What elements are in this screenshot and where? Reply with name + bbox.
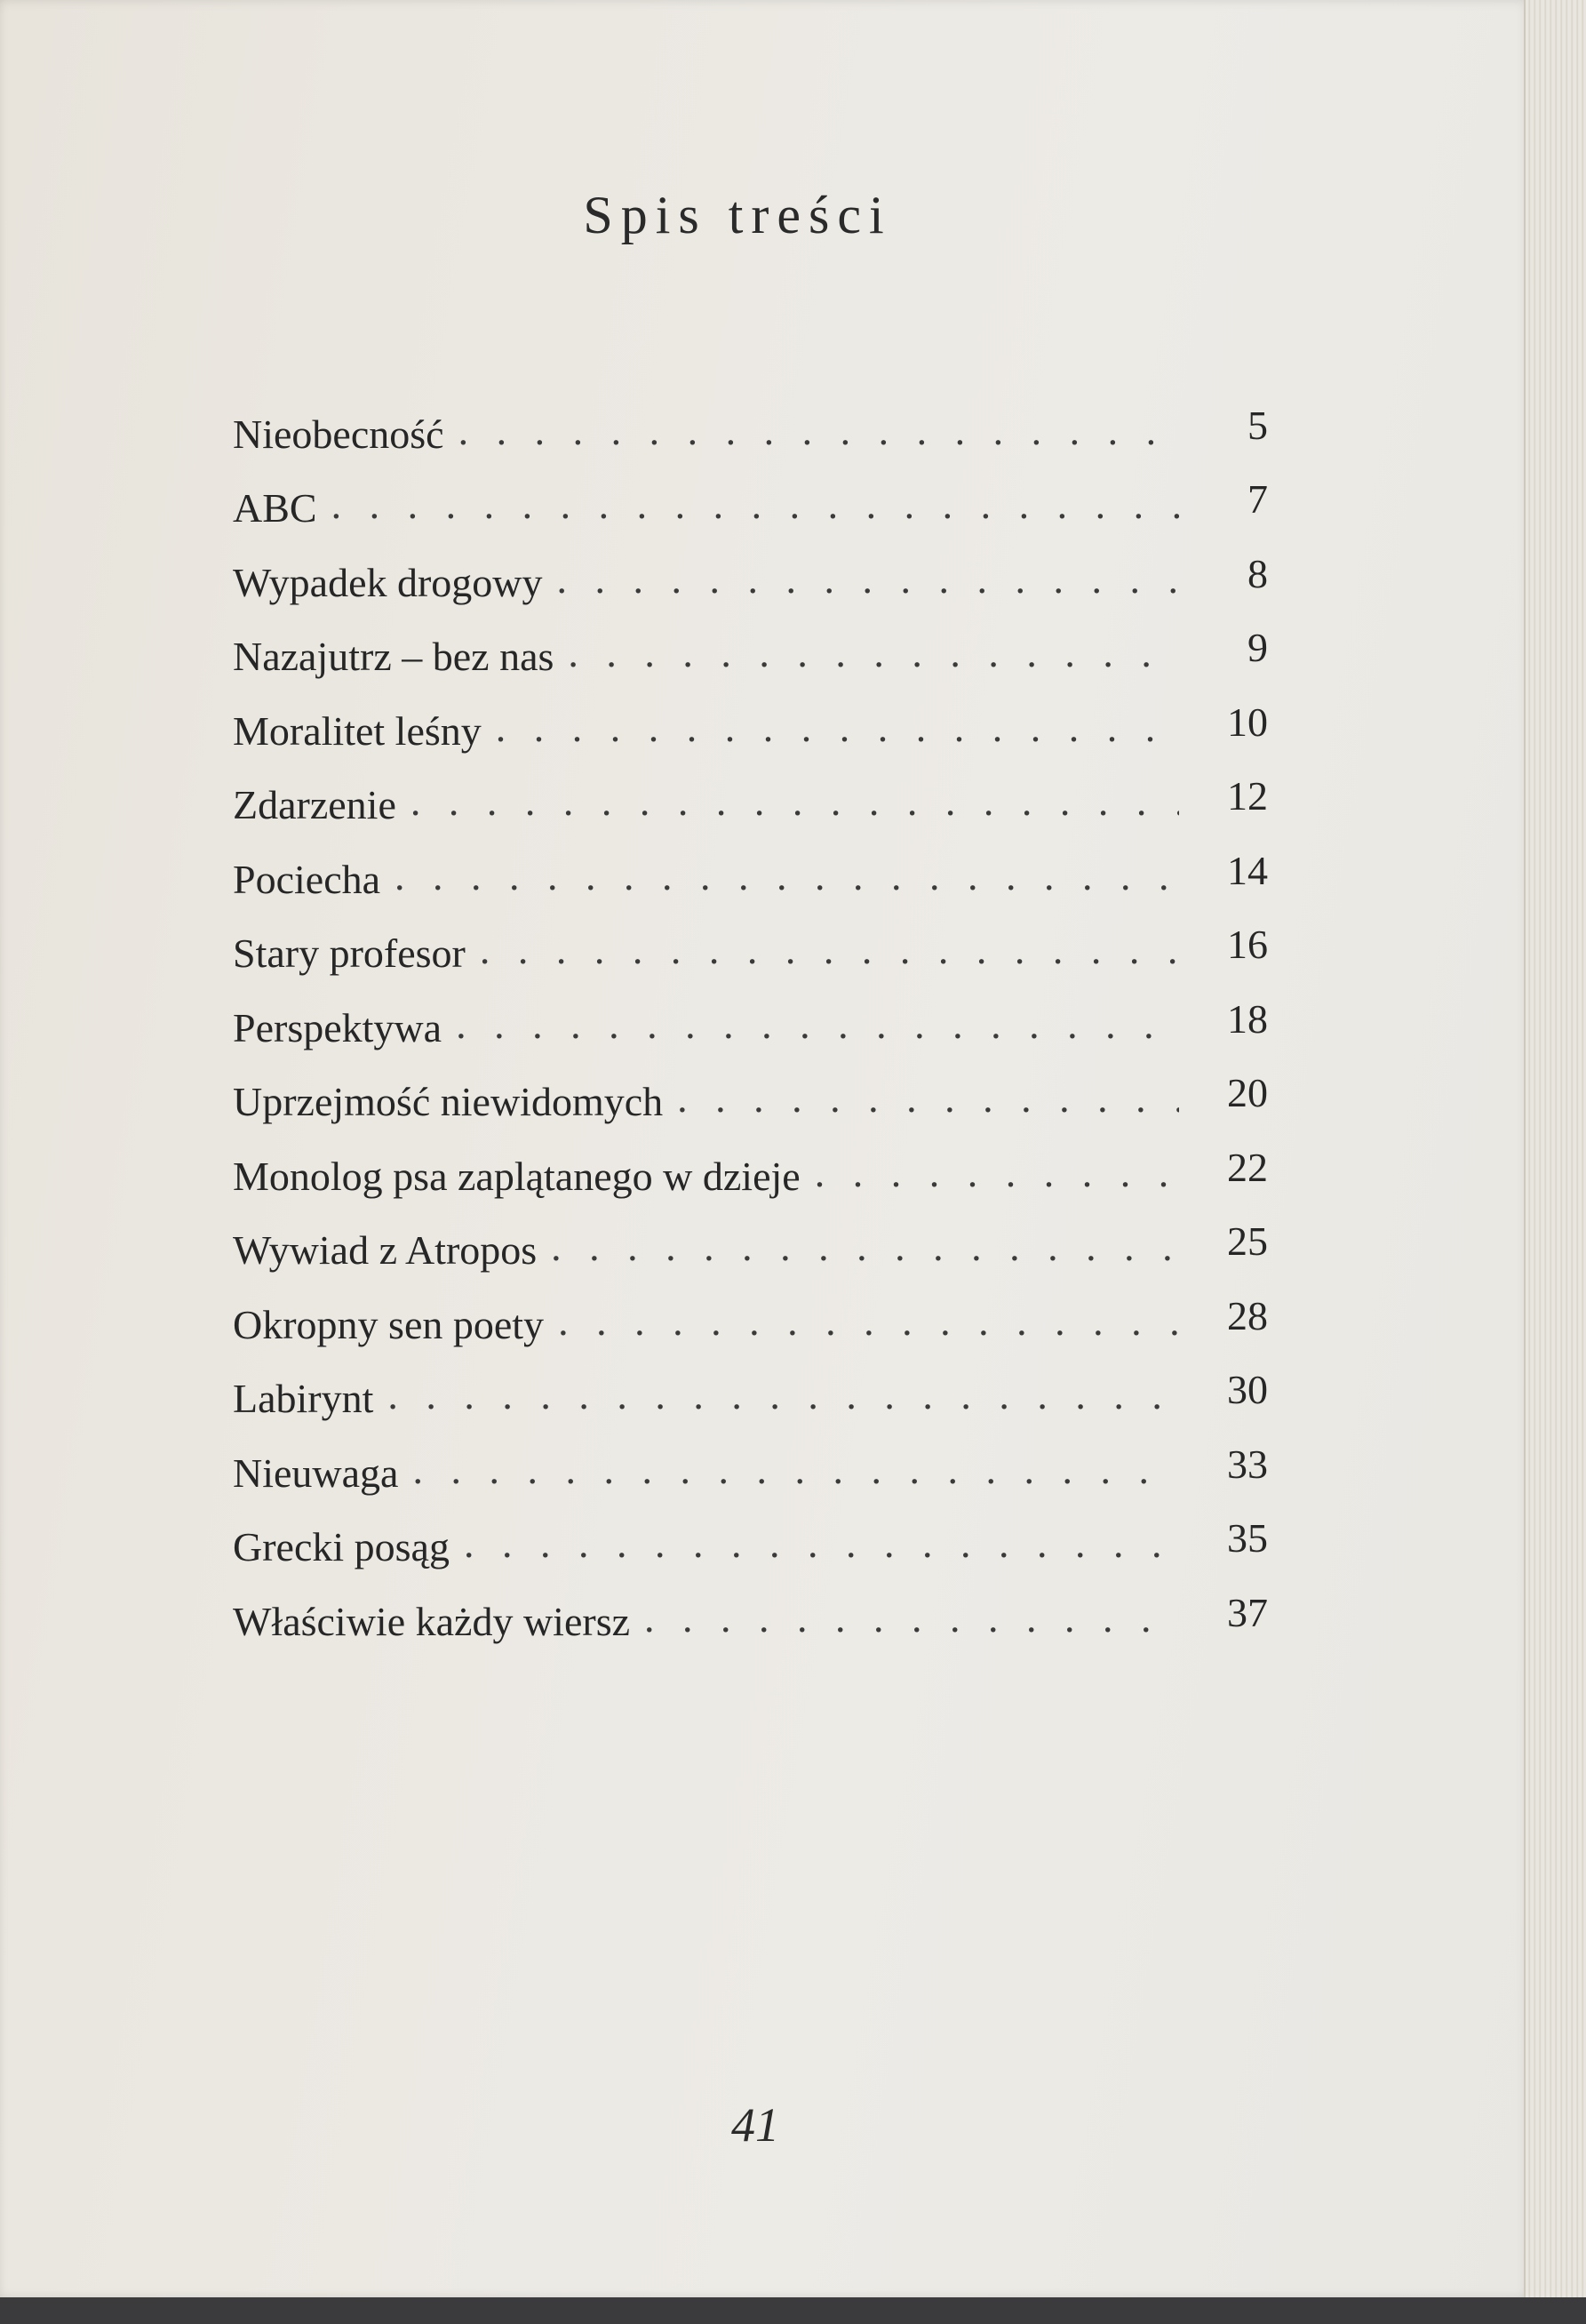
dot-leader bbox=[496, 707, 1179, 752]
table-of-contents bbox=[233, 380, 1268, 1642]
toc-entry-title: Monolog psa zaplątanego w dzieje bbox=[233, 1153, 801, 1199]
toc-entry-page: 37 bbox=[1227, 1589, 1268, 1635]
toc-entry-title: Wypadek drogowy bbox=[233, 559, 543, 605]
toc-entry-page: 30 bbox=[1227, 1367, 1268, 1412]
dot-leader bbox=[480, 930, 1179, 974]
dot-leader bbox=[456, 1004, 1179, 1049]
dot-leader bbox=[568, 633, 1179, 677]
dot-leader bbox=[410, 781, 1179, 826]
toc-entry-title: Grecki posąg bbox=[233, 1524, 450, 1569]
dot-leader bbox=[644, 1598, 1179, 1642]
toc-entry bbox=[233, 1197, 1268, 1272]
toc-entry bbox=[233, 1271, 1268, 1346]
toc-entry bbox=[233, 380, 1268, 455]
toc-entry bbox=[233, 752, 1268, 827]
dot-leader bbox=[557, 559, 1179, 603]
dot-leader bbox=[677, 1078, 1179, 1122]
dot-leader bbox=[815, 1153, 1179, 1197]
toc-entry-title: Perspektywa bbox=[233, 1004, 442, 1050]
toc-entry-page: 7 bbox=[1247, 476, 1268, 522]
dot-leader bbox=[558, 1301, 1179, 1346]
dot-leader bbox=[412, 1450, 1179, 1494]
dot-leader bbox=[395, 856, 1179, 900]
toc-entry-page: 8 bbox=[1247, 550, 1268, 596]
toc-entry bbox=[233, 1122, 1268, 1197]
toc-entry-page: 5 bbox=[1247, 402, 1268, 448]
toc-entry-page: 25 bbox=[1227, 1218, 1268, 1264]
toc-entry-title: Zdarzenie bbox=[233, 782, 396, 827]
dot-leader bbox=[458, 411, 1179, 455]
toc-entry-title: Okropny sen poety bbox=[233, 1301, 545, 1347]
page-edges bbox=[1524, 0, 1586, 2324]
toc-entry bbox=[233, 455, 1268, 530]
toc-entry bbox=[233, 529, 1268, 603]
toc-entry-page: 12 bbox=[1227, 773, 1268, 819]
toc-entry-page: 20 bbox=[1227, 1070, 1268, 1115]
toc-entry bbox=[233, 1049, 1268, 1123]
toc-entry-title: Nieuwaga bbox=[233, 1450, 399, 1496]
page-title: Spis treści bbox=[583, 186, 892, 244]
toc-entry-title: Stary profesor bbox=[233, 930, 466, 976]
toc-entry bbox=[233, 900, 1268, 975]
dot-leader bbox=[551, 1226, 1179, 1271]
toc-entry-title: Labirynt bbox=[233, 1376, 374, 1421]
toc-entry-title: Pociecha bbox=[233, 856, 381, 902]
toc-entry-page: 14 bbox=[1227, 847, 1268, 893]
toc-entry bbox=[233, 1494, 1268, 1569]
toc-entry-title: Moralitet leśny bbox=[233, 707, 482, 754]
toc-entry-page: 28 bbox=[1227, 1292, 1268, 1338]
toc-entry-page: 35 bbox=[1227, 1515, 1268, 1561]
toc-entry-page: 22 bbox=[1227, 1144, 1268, 1190]
toc-entry bbox=[233, 677, 1268, 752]
toc-entry bbox=[233, 1568, 1268, 1642]
toc-entry-title: Właściwie każdy wiersz bbox=[233, 1598, 631, 1644]
toc-entry bbox=[233, 1346, 1268, 1420]
toc-entry bbox=[233, 1419, 1268, 1494]
toc-entry-title: Wywiad z Atropos bbox=[233, 1227, 538, 1273]
toc-entry-title: ABC bbox=[233, 485, 317, 531]
dot-leader bbox=[387, 1375, 1179, 1419]
toc-entry-page: 18 bbox=[1227, 995, 1268, 1042]
background-surface bbox=[0, 2297, 1586, 2324]
toc-entry-title: Uprzejmość niewidomych bbox=[233, 1079, 664, 1124]
dot-leader bbox=[331, 484, 1179, 529]
toc-entry-title: Nieobecność bbox=[233, 411, 444, 457]
toc-entry bbox=[233, 603, 1268, 678]
toc-entry-title: Nazajutrz – bez nas bbox=[233, 634, 554, 679]
page-number: 41 bbox=[731, 2098, 779, 2152]
toc-entry-page: 16 bbox=[1227, 922, 1268, 967]
dot-leader bbox=[464, 1523, 1179, 1568]
toc-entry bbox=[233, 826, 1268, 900]
toc-entry-page: 9 bbox=[1247, 625, 1268, 670]
toc-entry-page: 33 bbox=[1227, 1441, 1268, 1487]
toc-entry-page: 10 bbox=[1227, 699, 1268, 745]
toc-entry bbox=[233, 974, 1268, 1049]
